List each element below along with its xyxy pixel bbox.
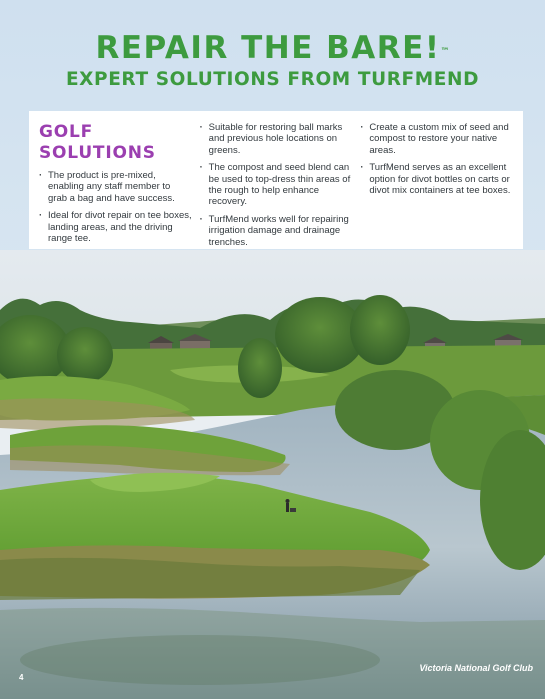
bullet-item: · TurfMend works well for repairing irrigation damage and drainage trenches. — [200, 214, 353, 248]
page-title: REPAIR THE BARE!™ — [95, 30, 450, 66]
bullet-item: · Create a custom mix of seed and compost to restore your native areas. — [360, 122, 513, 156]
bullet-list — [39, 170, 192, 244]
page-header — [0, 30, 545, 92]
photo-caption: Victoria National Golf Club — [419, 663, 533, 673]
solutions-column-2 — [200, 122, 353, 248]
bullet-item: · The compost and seed blend can be used to top-dress thin areas of the rough to help enhance recovery. — [200, 162, 353, 208]
solutions-heading: GOLF SOLUTIONS — [39, 122, 156, 163]
bullet-list — [360, 122, 513, 196]
bullet-item: · TurfMend serves as an excellent option for divot bottles on carts or divot mix containers at tee boxes. — [360, 162, 513, 196]
page-number: 4 — [19, 673, 24, 682]
golf-course-photo — [0, 250, 545, 699]
bullet-list — [200, 122, 353, 248]
golf-solutions-card — [29, 111, 523, 249]
bullet-item: · Suitable for restoring ball marks and previous hole locations on greens. — [200, 122, 353, 156]
solutions-column-3 — [360, 122, 513, 241]
page-subtitle: EXPERT SOLUTIONS FROM TURFMEND — [65, 69, 480, 90]
solutions-column-1 — [39, 122, 192, 245]
bullet-item: · Ideal for divot repair on tee boxes, landing areas, and the driving range tee. — [39, 210, 192, 244]
bullet-item: · The product is pre-mixed, enabling any staff member to grab a bag and have success. — [39, 170, 192, 204]
trademark-symbol: ™ — [440, 47, 450, 57]
